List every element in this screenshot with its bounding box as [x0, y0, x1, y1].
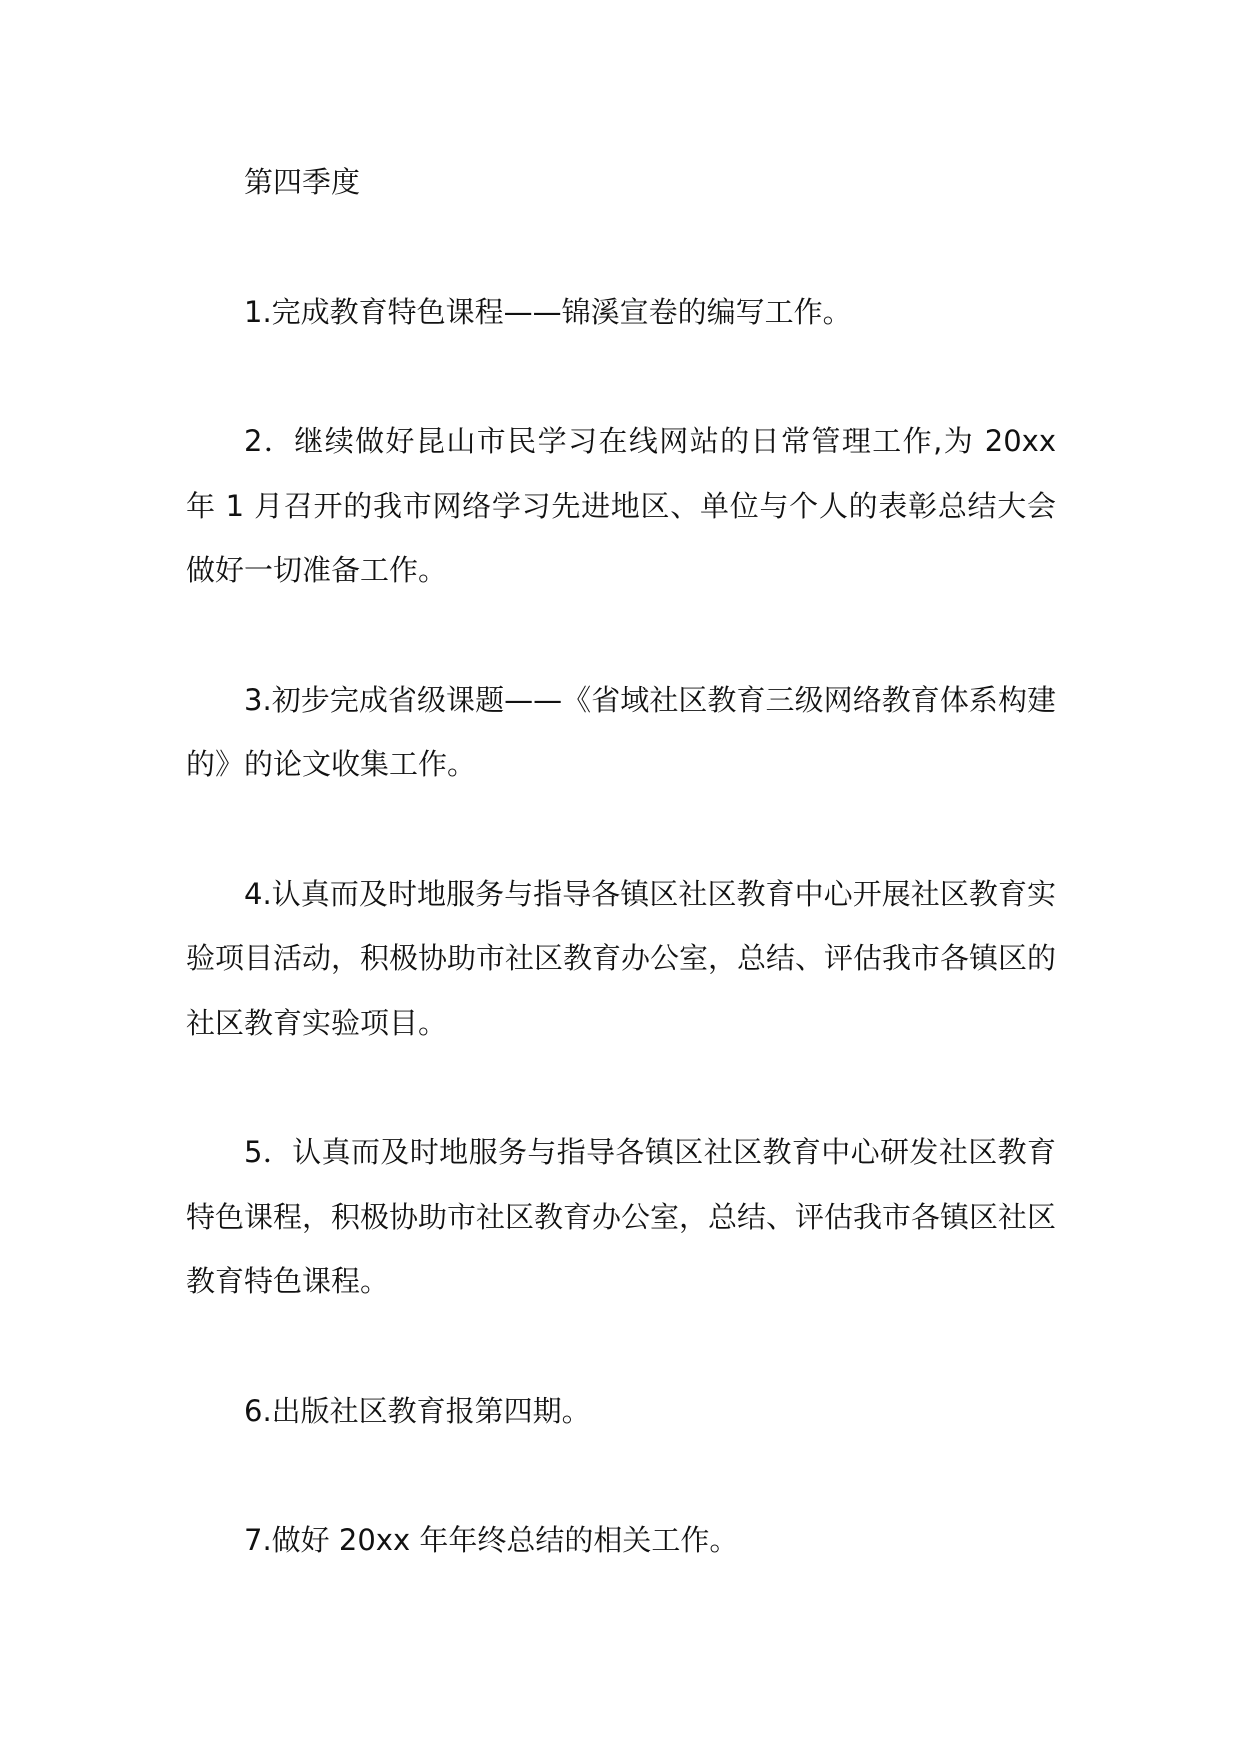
section-heading: 第四季度: [244, 165, 361, 199]
list-item-1: 1.完成教育特色课程——锦溪宣卷的编写工作。: [244, 294, 852, 329]
list-item-7: 7.做好 20xx 年年终总结的相关工作。: [244, 1523, 739, 1557]
list-item-2: 2．继续做好昆山市民学习在线网站的日常管理工作,为 20xx 年 1 月召开的我市网络学习先进地区、单位与个人的表彰总结大会做好一切准备工作。: [186, 424, 1056, 587]
document-body: [186, 150, 1056, 1638]
list-item-4: 4.认真而及时地服务与指导各镇区社区教育中心开展社区教育实验项目活动，积极协助市社区教育办公室，总结、评估我市各镇区的社区教育实验项目。: [186, 876, 1057, 1040]
list-item-6: 6.出版社区教育报第四期。: [244, 1393, 591, 1428]
list-item-3: 3.初步完成省级课题——《省域社区教育三级网络教育体系构建的》的论文收集工作。: [186, 682, 1056, 781]
list-item-5: 5．认真而及时地服务与指导各镇区社区教育中心研发社区教育特色课程，积极协助市社区教育办公室，总结、评估我市各镇区社区教育特色课程。: [186, 1135, 1057, 1298]
